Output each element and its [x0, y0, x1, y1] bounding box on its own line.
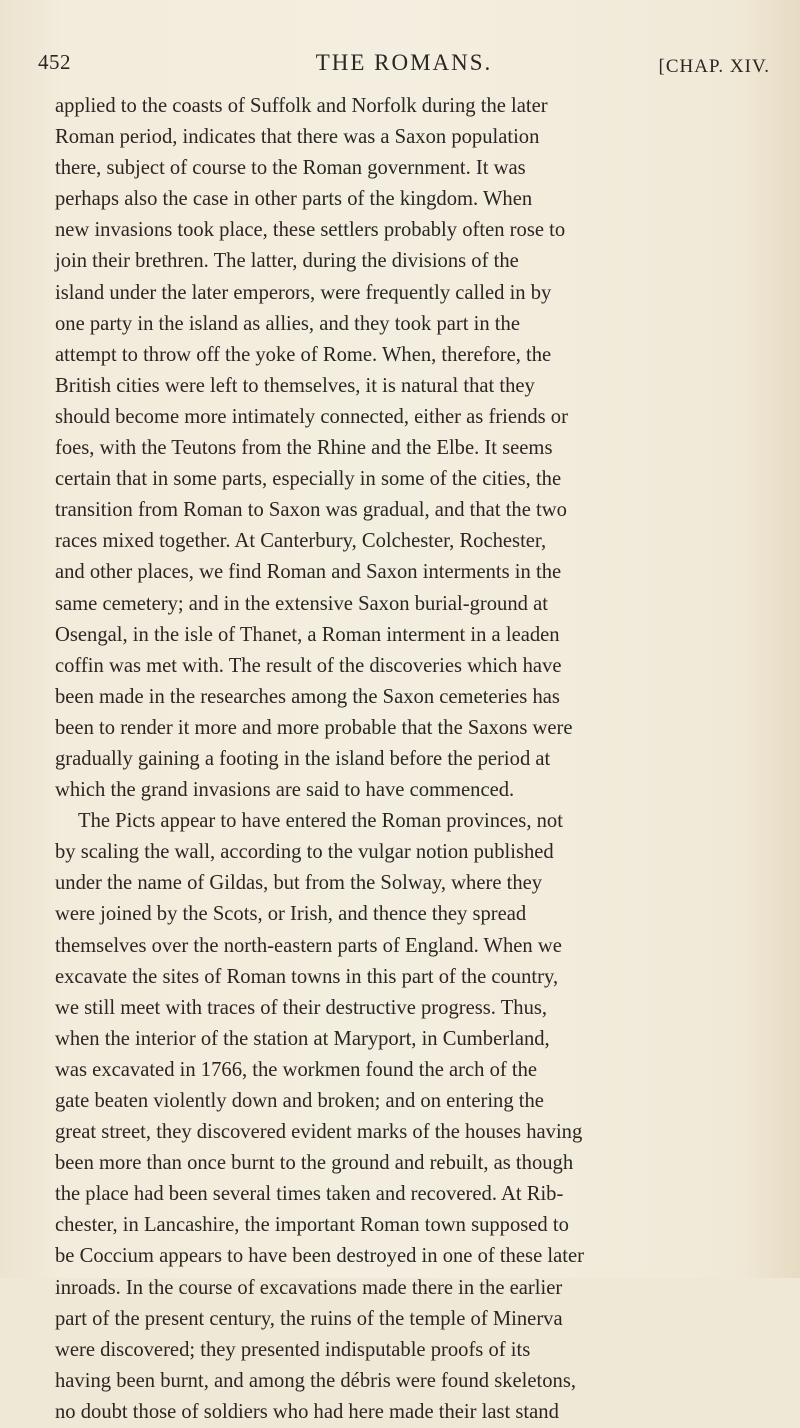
paragraph-start-line: The Picts appear to have entered the Roman provinces, not	[78, 810, 563, 833]
text-line: been more than once burnt to the ground and rebuilt, as though	[55, 1152, 574, 1175]
text-line: no doubt those of soldiers who had here made their last stand	[55, 1400, 559, 1423]
text-line: gate beaten violently down and broken; and on entering the	[55, 1090, 544, 1112]
text-line: gradually gaining a footing in the island before the period at	[55, 747, 551, 770]
text-line: coffin was met with. The result of the discoveries which have	[55, 654, 562, 677]
text-line: by scaling the wall, according to the vulgar notion published	[55, 841, 554, 864]
text-line: and other places, we find Roman and Saxon interments in the	[55, 561, 562, 584]
text-line: under the name of Gildas, but from the Solway, where they	[55, 872, 543, 895]
text-line: certain that in some parts, especially in some of the cities, the	[55, 468, 562, 491]
text-line: Osengal, in the isle of Thanet, a Roman interment in a leaden	[55, 623, 560, 646]
text-line: should become more intimately connected, either as friends or	[55, 405, 568, 428]
text-line: been made in the researches among the Saxon cemeteries has	[55, 685, 560, 708]
text-line: chester, in Lancashire, the important Roman town supposed to	[55, 1214, 569, 1237]
text-line: perhaps also the case in other parts of the kingdom. When	[55, 188, 533, 211]
text-line: applied to the coasts of Suffolk and Norfolk during the later	[55, 95, 548, 117]
text-line: one party in the island as allies, and they took part in the	[55, 312, 520, 335]
text-line: foes, with the Teutons from the Rhine and the Elbe. It seems	[55, 437, 553, 460]
text-line: new invasions took place, these settlers probably often rose to	[55, 219, 566, 242]
text-line: excavate the sites of Roman towns in this part of the country,	[55, 965, 559, 988]
text-line: same cemetery; and in the extensive Saxon burial-ground at	[55, 592, 548, 615]
text-line: island under the later emperors, were frequently called in by	[55, 281, 552, 304]
chapter-reference: [CHAP. XIV.	[658, 56, 770, 77]
text-line: transition from Roman to Saxon was gradual, and that the two	[55, 499, 567, 522]
text-line: races mixed together. At Canterbury, Colchester, Rochester,	[55, 530, 547, 553]
text-line: were discovered; they presented indisputable proofs of its	[55, 1338, 531, 1361]
text-line: the place had been several times taken and recovered. At Rib-	[55, 1183, 564, 1206]
text-line: themselves over the north-eastern parts of England. When we	[55, 934, 562, 957]
running-title: THE ROMANS.	[315, 50, 493, 75]
text-line: which the grand invasions are said to have commenced.	[55, 779, 515, 802]
text-line: join their brethren. The latter, during the divisions of the	[55, 250, 519, 273]
text-line: be Coccium appears to have been destroyed in one of these later	[55, 1245, 584, 1268]
text-line: part of the present century, the ruins of the temple of Minerva	[55, 1307, 563, 1330]
text-line: was excavated in 1766, the workmen found the arch of the	[55, 1058, 538, 1081]
text-line: when the interior of the station at Maryport, in Cumberland,	[55, 1027, 550, 1050]
text-line: there, subject of course to the Roman government. It was	[55, 157, 526, 180]
text-line: attempt to throw off the yoke of Rome. When, therefore, the	[55, 343, 552, 366]
page-number: 452	[38, 50, 71, 74]
text-line: we still meet with traces of their destructive progress. Thus,	[55, 996, 548, 1019]
body-text	[55, 91, 797, 1428]
text-line: Roman period, indicates that there was a Saxon population	[55, 126, 540, 149]
text-line: were joined by the Scots, or Irish, and thence they spread	[55, 903, 527, 926]
text-line: great street, they discovered evident marks of the houses having	[55, 1121, 583, 1144]
text-line: been to render it more and more probable that the Saxons were	[55, 716, 573, 739]
text-line: inroads. In the course of excavations made there in the earlier	[55, 1276, 563, 1299]
text-line: British cities were left to themselves, it is natural that they	[55, 374, 535, 397]
page-header	[38, 50, 770, 82]
text-line: having been burnt, and among the débris were found skeletons,	[55, 1369, 576, 1392]
